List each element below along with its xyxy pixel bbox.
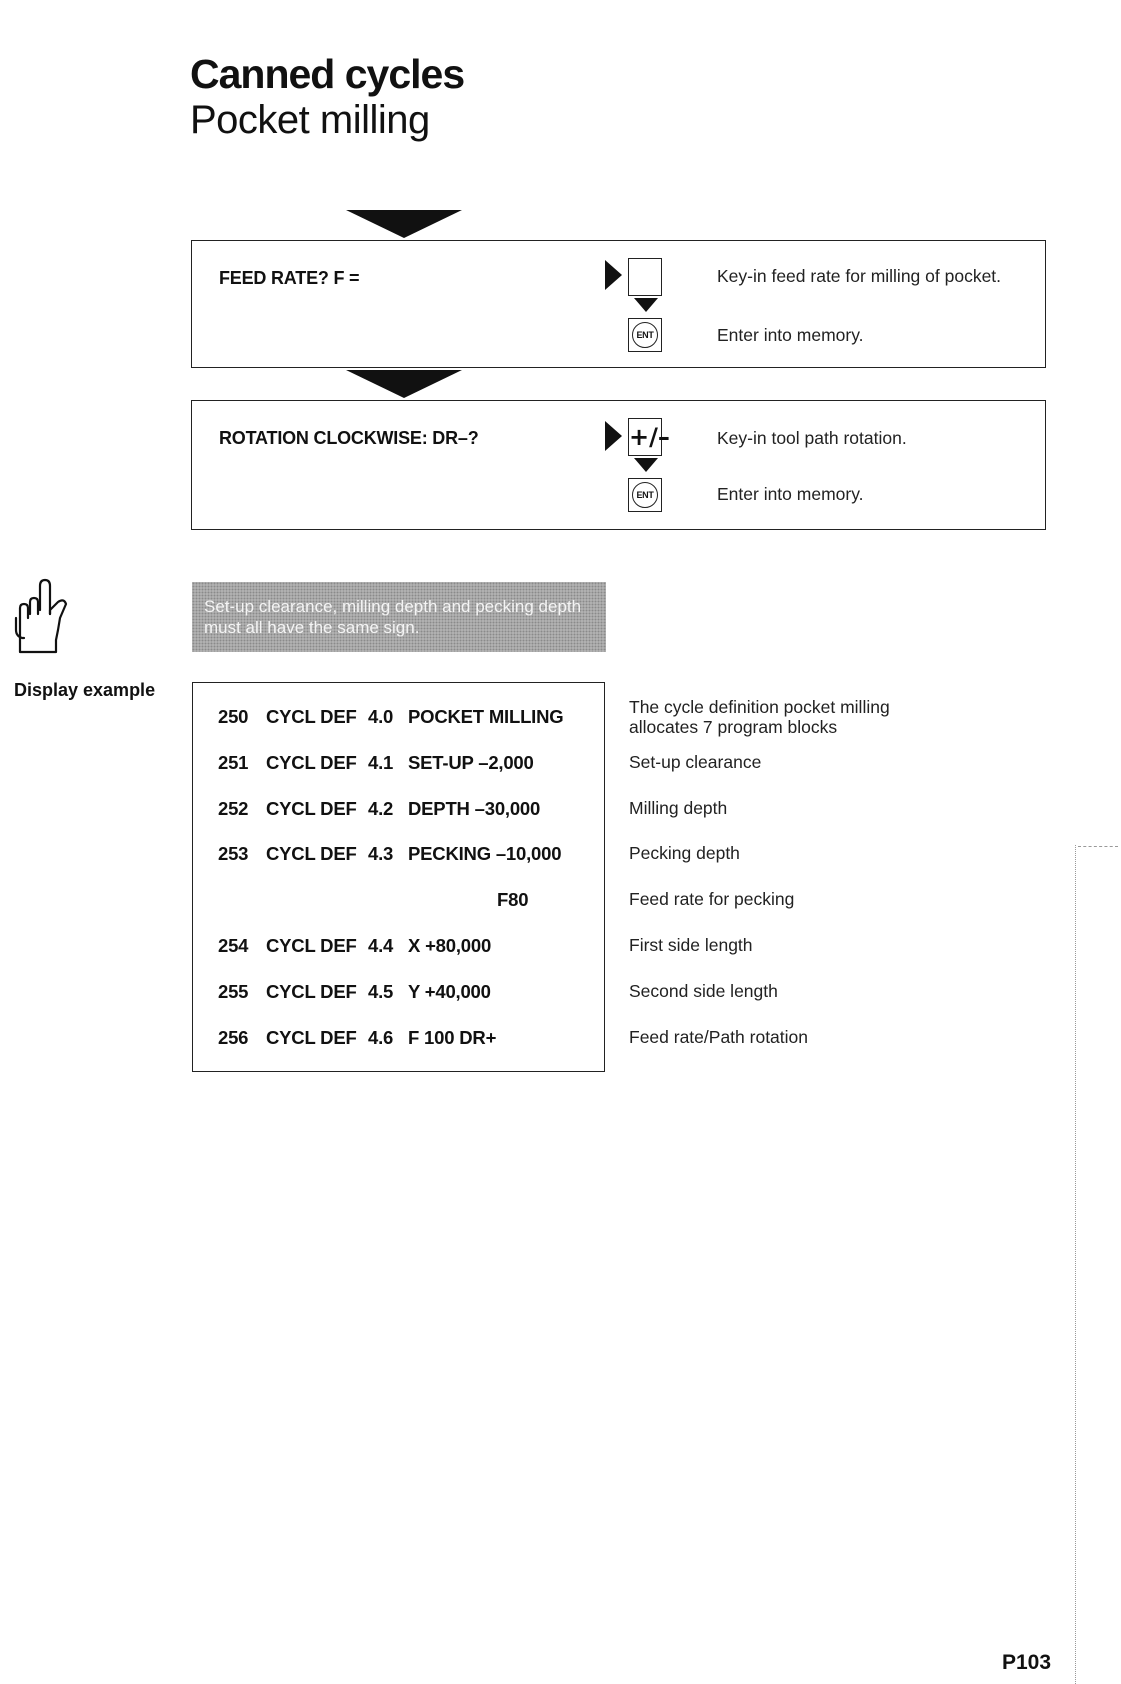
program-line: 252 CYCL DEF 4.2 DEPTH –30,000 — [218, 798, 541, 819]
display-example-label: Display example — [14, 680, 156, 700]
plus-minus-key-icon[interactable]: +/– — [628, 418, 662, 456]
program-line: 255 CYCL DEF 4.5 Y +40,000 — [218, 981, 491, 1002]
ent-key-label: ENT — [632, 482, 658, 508]
margin-tick — [1078, 846, 1118, 847]
program-line: F80 — [497, 889, 529, 910]
dialog-prompt: FEED RATE? F = — [219, 268, 360, 288]
dialog-step-description: Enter into memory. — [717, 325, 864, 345]
program-line: 254 CYCL DEF 4.4 X +80,000 — [218, 935, 492, 956]
program-line-description: The cycle definition pocket milling — [629, 697, 890, 717]
arrow-right-icon — [605, 421, 622, 451]
ent-key-icon[interactable] — [628, 318, 662, 352]
flow-arrow-down-icon — [346, 210, 462, 238]
dialog-step-description: Key-in tool path rotation. — [717, 428, 907, 448]
program-line-description: Milling depth — [629, 798, 728, 818]
program-line-description: allocates 7 program blocks — [629, 717, 838, 737]
arrow-down-icon — [634, 298, 658, 312]
flow-arrow-down-icon — [346, 370, 462, 398]
program-display-box — [192, 682, 605, 1072]
page-subtitle: Pocket milling — [190, 98, 430, 142]
program-line-description: Second side length — [629, 981, 778, 1001]
arrow-right-icon — [605, 260, 622, 290]
program-line: 250 CYCL DEF 4.0 POCKET MILLING — [218, 706, 564, 727]
dialog-step-description: Enter into memory. — [717, 484, 864, 504]
blank-key-icon[interactable] — [628, 258, 662, 296]
margin-rule — [1075, 845, 1076, 1684]
program-line-description: Set-up clearance — [629, 752, 762, 772]
dialog-prompt: ROTATION CLOCKWISE: DR–? — [219, 428, 479, 448]
ent-key-label: ENT — [632, 322, 658, 348]
ent-key-icon[interactable] — [628, 478, 662, 512]
program-line-description: Feed rate for pecking — [629, 889, 795, 909]
pointing-hand-icon — [12, 578, 72, 654]
program-line-description: Pecking depth — [629, 843, 740, 863]
page-title: Canned cycles — [190, 51, 465, 97]
note-box: Set-up clearance, milling depth and pecking depth must all have the same sign. — [192, 582, 606, 652]
program-line: 251 CYCL DEF 4.1 SET-UP –2,000 — [218, 752, 534, 773]
page-number: P103 — [1001, 1651, 1051, 1674]
dialog-rotation — [191, 400, 1046, 530]
program-line: 253 CYCL DEF 4.3 PECKING –10,000 — [218, 843, 562, 864]
program-line-description: First side length — [629, 935, 753, 955]
program-line-description: Feed rate/Path rotation — [629, 1027, 808, 1047]
dialog-step-description: Key-in feed rate for milling of pocket. — [717, 266, 1002, 286]
program-line: 256 CYCL DEF 4.6 F 100 DR+ — [218, 1027, 497, 1048]
arrow-down-icon — [634, 458, 658, 472]
